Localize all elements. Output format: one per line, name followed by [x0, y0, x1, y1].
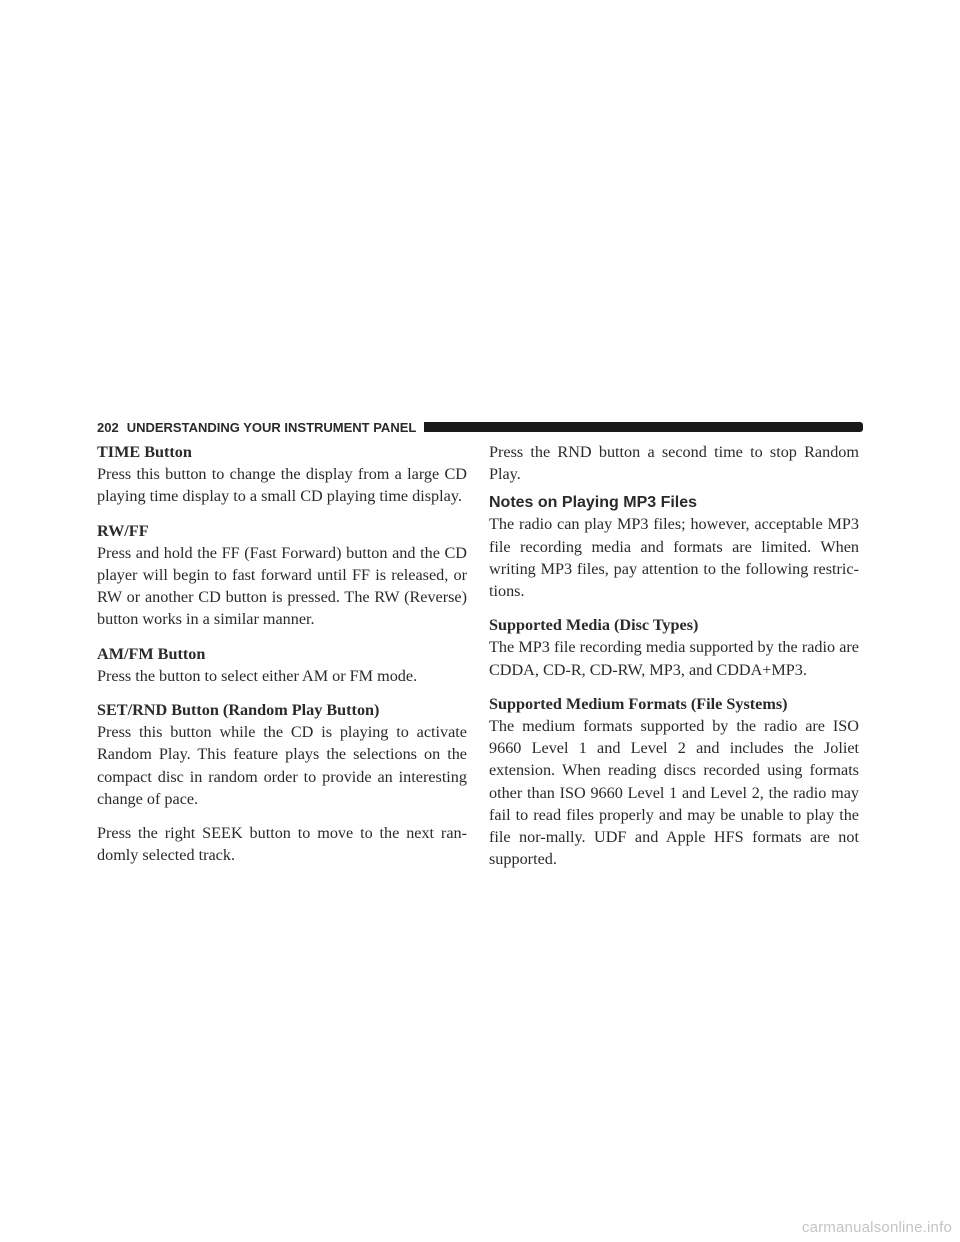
- supported-media-text: The MP3 file recording media supported by the radio are CDDA, CD-R, CD-RW, MP3, and CDDA+MP3.: [489, 638, 859, 679]
- am-fm-text: Press the button to select either AM or FM mode.: [97, 666, 418, 685]
- rw-ff-text: Press and hold the FF (Fast Forward) button and the CD player will begin to fast forward until FF is released, or RW or another CD button is pressed. The RW (Reverse) button works in a similar manner.: [97, 543, 467, 629]
- time-button-text: Press this button to change the display from a large CD playing time display to a small CD playing time display.: [97, 465, 467, 506]
- set-rnd-text: Press this button while the CD is playing to activate Random Play. This feature plays the selections on the compact disc in random order to provide an interesting change of pace.: [97, 723, 467, 808]
- set-rnd-heading: SET/RND Button (Random Play Button): [97, 701, 380, 720]
- am-fm-heading: AM/FM Button: [97, 644, 206, 663]
- page-header: [97, 418, 863, 436]
- page-number: 202: [97, 419, 119, 435]
- left-column: [97, 441, 467, 866]
- watermark: carmanualsonline.info: [801, 1219, 952, 1236]
- rnd-stop-text: Press the RND button a second time to stop Random Play.: [489, 443, 859, 484]
- section-title: UNDERSTANDING YOUR INSTRUMENT PANEL: [126, 419, 417, 435]
- right-column: [489, 441, 859, 870]
- mp3-notes-heading: Notes on Playing MP3 Files: [489, 494, 698, 512]
- supported-formats-heading: Supported Medium Formats (File Systems): [489, 694, 788, 713]
- time-button-heading: TIME Button: [97, 443, 192, 461]
- header-rule: [424, 422, 863, 432]
- supported-formats-text: The medium formats supported by the radio are ISO 9660 Level 1 and Level 2 and includes the Joliet extension. When reading discs recorded using formats other than ISO 9660 Level 1 and Level 2, the radio may fail to read files properly and may be unable to play the file nor-mally. UDF and Apple HFS formats are not supported.: [489, 717, 859, 869]
- seek-text: Press the right SEEK button to move to the next ran-domly selected track.: [97, 824, 467, 865]
- mp3-notes-text: The radio can play MP3 files; however, acceptable MP3 file recording media and formats are limited. When writing MP3 files, pay attention to the following restric-tions.: [489, 515, 859, 601]
- supported-media-heading: Supported Media (Disc Types): [489, 616, 699, 635]
- rw-ff-heading: RW/FF: [97, 521, 149, 540]
